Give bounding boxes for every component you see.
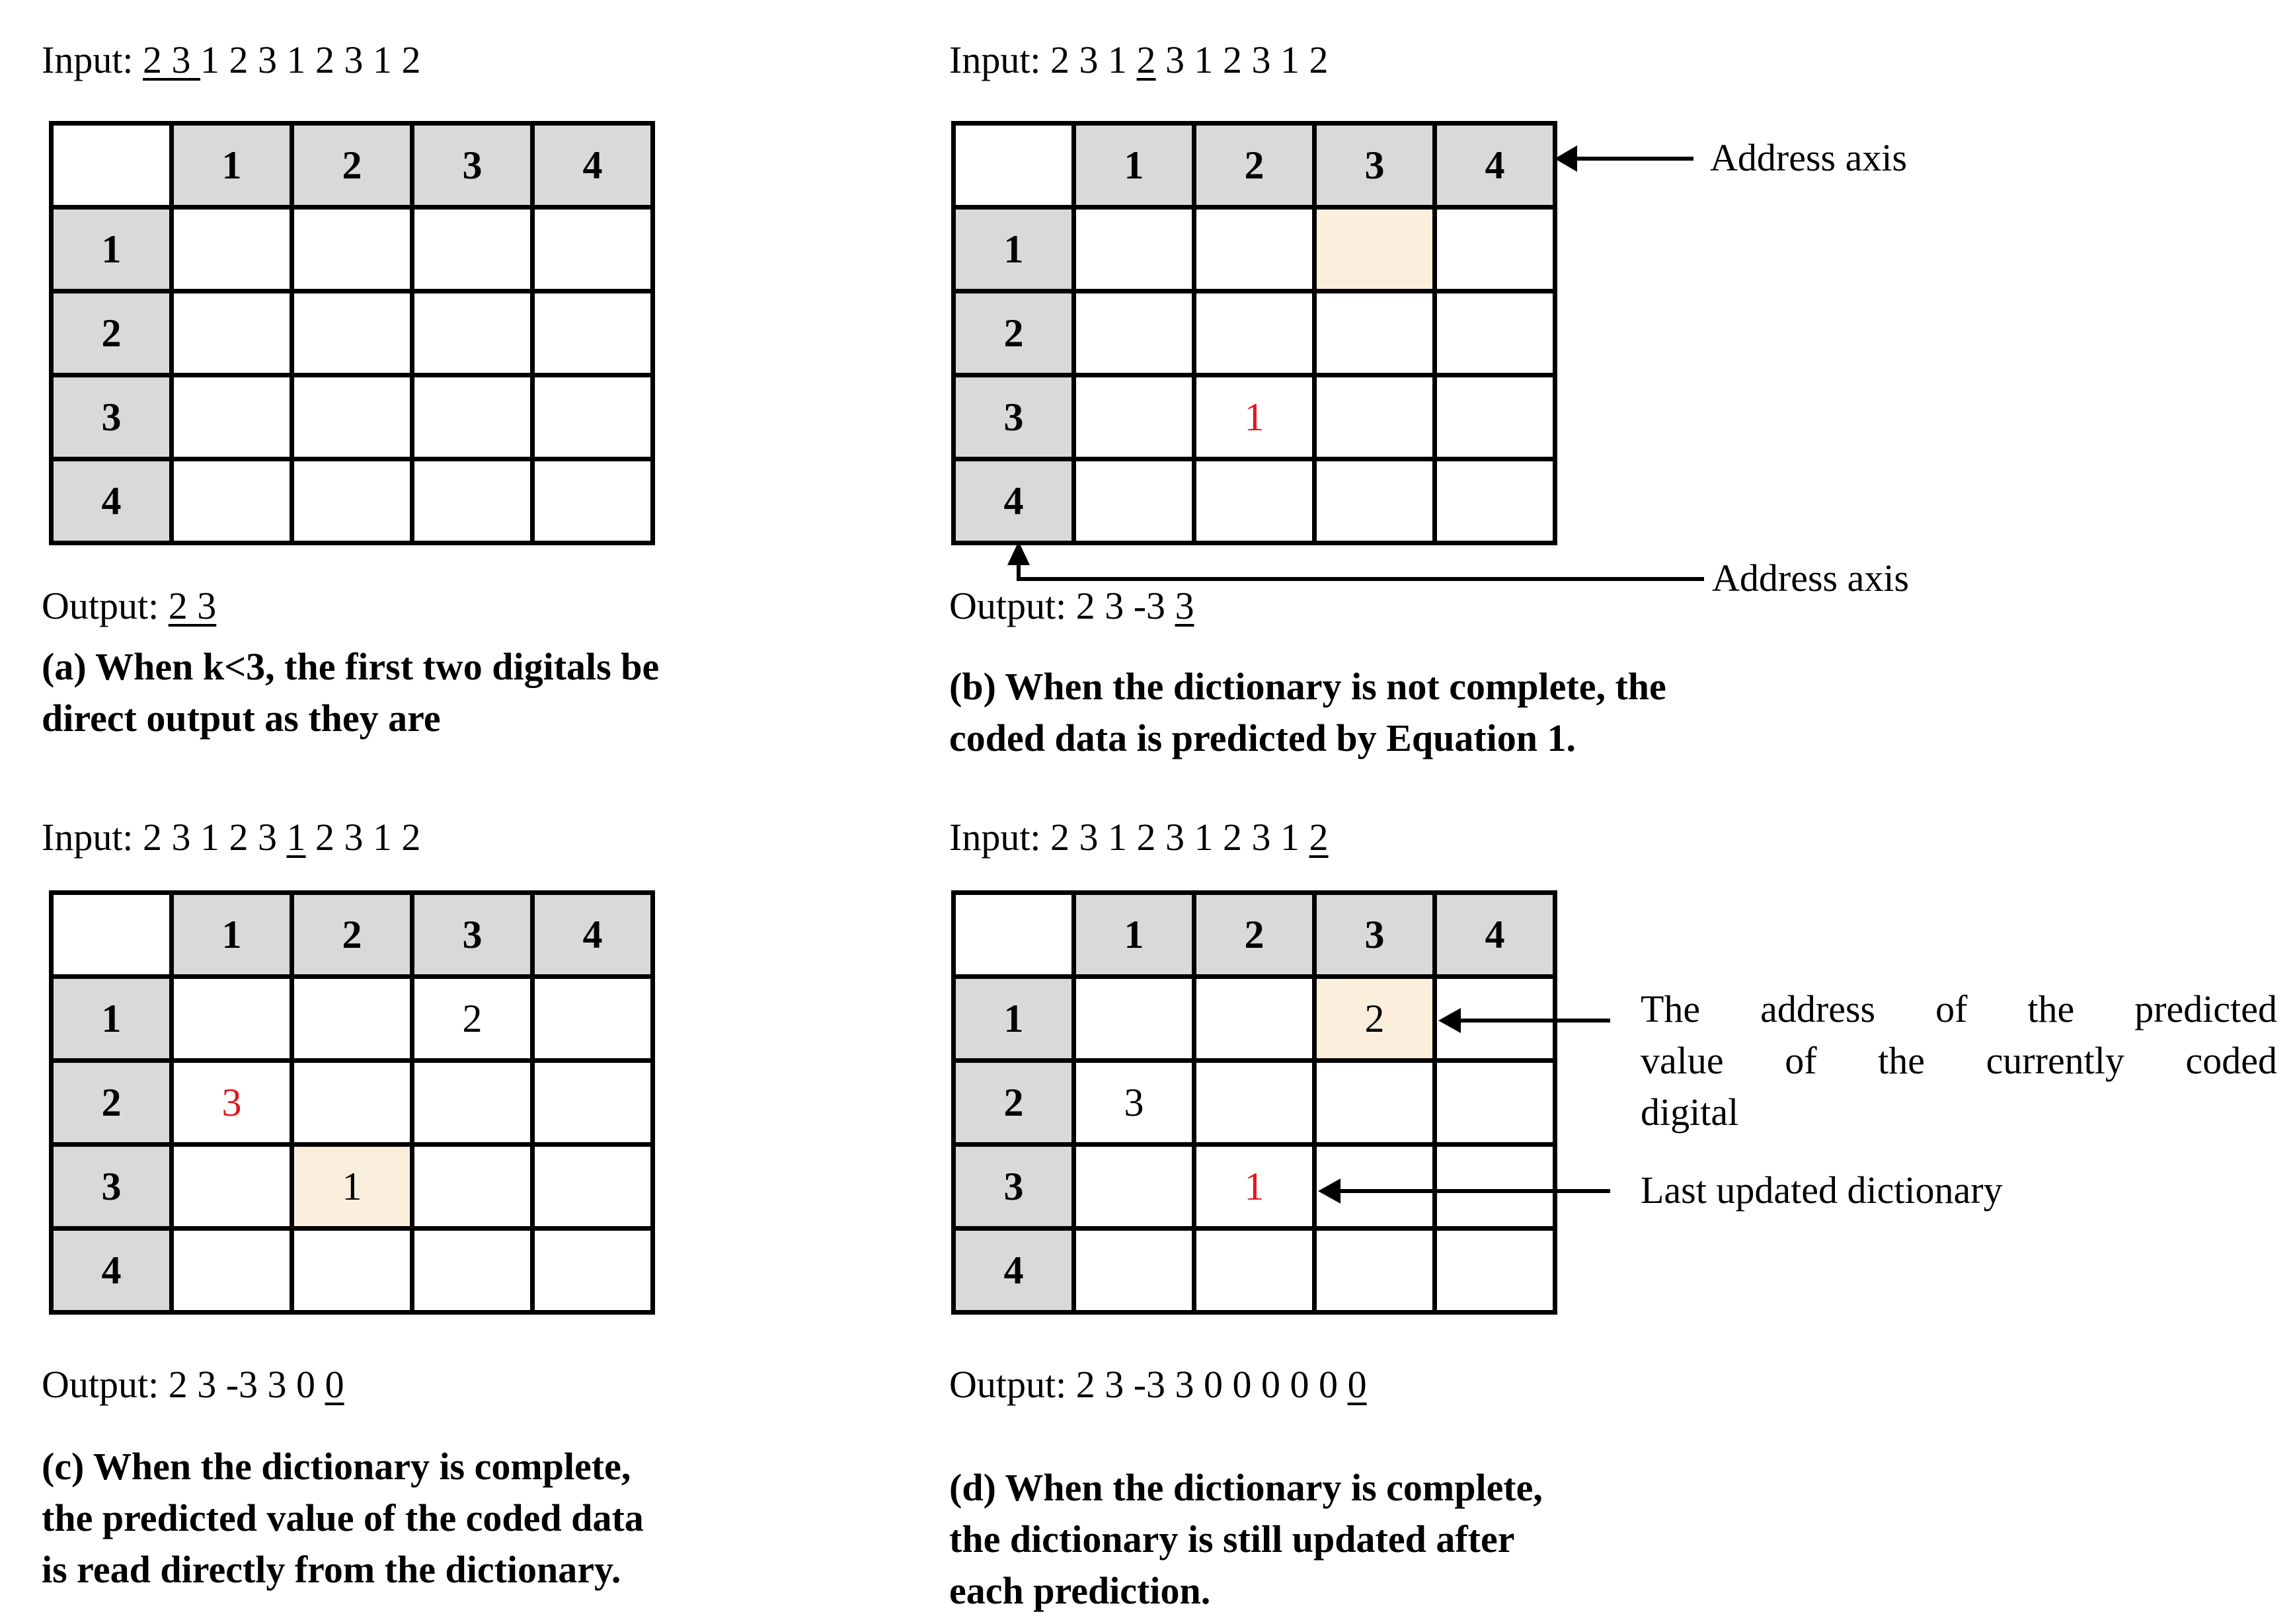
input-after-digits: 3 1 2 3 1 2 <box>1155 38 1329 81</box>
dict-cell <box>1074 375 1194 459</box>
dict-cell <box>412 1145 533 1229</box>
dict-cell <box>172 208 292 291</box>
output-digits: 2 3 -3 3 0 <box>168 1363 325 1406</box>
corner-cell <box>52 124 172 208</box>
predicted-address-annotation <box>1641 984 2277 1138</box>
row-header: 1 <box>52 208 172 291</box>
table-row <box>52 1145 653 1229</box>
caption-line: the dictionary is still updated after <box>949 1518 1515 1561</box>
last-updated-annotation: Last updated dictionary <box>1641 1169 2003 1212</box>
table-header-row <box>52 124 653 208</box>
arrow-left-icon <box>1555 142 1693 175</box>
dict-cell <box>412 1061 533 1145</box>
table-row <box>954 459 1555 543</box>
output-current-digit: 0 <box>325 1363 344 1406</box>
caption-line: each prediction. <box>949 1569 1211 1612</box>
row-header: 4 <box>52 1229 172 1313</box>
annotation-line: value of the currently coded <box>1641 1039 2277 1082</box>
row-header: 1 <box>954 977 1074 1061</box>
panel-d-caption <box>949 1462 1543 1617</box>
caption-line: (d) When the dictionary is complete, <box>949 1466 1543 1509</box>
dict-cell <box>1315 459 1435 543</box>
row-header: 2 <box>52 291 172 375</box>
col-header: 1 <box>172 124 292 208</box>
dict-cell <box>412 459 533 543</box>
dict-cell <box>533 1229 653 1313</box>
caption-line: (b) When the dictionary is not complete, the <box>949 665 1666 708</box>
dict-cell <box>1194 1061 1315 1145</box>
col-header: 4 <box>1435 893 1555 977</box>
address-axis-label-left: Address axis <box>1712 557 1910 599</box>
caption-line: the predicted value of the coded data <box>42 1496 644 1539</box>
annotation-line: digital <box>1641 1091 1739 1134</box>
annotation-line: The address of the predicted <box>1641 987 2277 1030</box>
dict-cell <box>1074 291 1194 375</box>
table-row <box>52 977 653 1061</box>
row-header: 4 <box>954 459 1074 543</box>
dict-cell <box>292 1229 412 1313</box>
corner-cell <box>52 893 172 977</box>
row-header: 4 <box>954 1229 1074 1313</box>
output-digits: 2 3 -3 <box>1075 584 1175 627</box>
dict-cell <box>533 1145 653 1229</box>
dict-cell <box>1074 977 1194 1061</box>
row-header: 2 <box>954 291 1074 375</box>
col-header: 2 <box>292 893 412 977</box>
dict-cell <box>1194 208 1315 291</box>
col-header: 2 <box>292 124 412 208</box>
updated-dict-cell: 3 <box>172 1061 292 1145</box>
input-current-digit: 2 <box>1136 38 1156 81</box>
input-after-digits: 2 3 1 2 <box>305 816 421 859</box>
col-header: 4 <box>533 124 653 208</box>
updated-dict-cell: 1 <box>1194 375 1315 459</box>
dict-cell: 2 <box>412 977 533 1061</box>
dict-cell: 3 <box>1074 1061 1194 1145</box>
dict-cell <box>1074 459 1194 543</box>
dict-cell <box>1435 375 1555 459</box>
dict-cell <box>1194 291 1315 375</box>
table-row <box>52 375 653 459</box>
dict-cell <box>1074 208 1194 291</box>
dict-cell <box>533 977 653 1061</box>
row-header: 3 <box>954 375 1074 459</box>
table-row <box>954 208 1555 291</box>
input-current-digit: 1 <box>286 816 306 859</box>
table-header-row <box>52 893 653 977</box>
row-header: 2 <box>52 1061 172 1145</box>
col-header: 4 <box>533 893 653 977</box>
input-before-digits: 2 3 1 2 3 1 2 3 1 <box>1050 816 1309 859</box>
panel-c-input <box>42 818 421 857</box>
dict-cell <box>292 208 412 291</box>
row-header: 3 <box>954 1145 1074 1229</box>
address-axis-label-top: Address axis <box>1710 136 1908 179</box>
dict-cell <box>1435 208 1555 291</box>
panel-a-input <box>42 38 421 81</box>
corner-cell <box>954 893 1074 977</box>
caption-line: (a) When k<3, the first two digitals be <box>42 645 660 688</box>
output-label: Output: <box>42 1363 159 1406</box>
col-header: 3 <box>1315 124 1435 208</box>
col-header: 2 <box>1194 893 1315 977</box>
panel-b-output <box>949 584 1194 627</box>
table-row <box>52 459 653 543</box>
input-before-digits: 2 3 1 2 3 <box>143 816 287 859</box>
col-header: 2 <box>1194 124 1315 208</box>
panel-d-input <box>949 818 1329 857</box>
dict-cell <box>412 375 533 459</box>
input-label: Input: <box>949 38 1041 81</box>
table-header-row <box>954 124 1555 208</box>
dict-cell <box>412 291 533 375</box>
dict-cell <box>292 977 412 1061</box>
col-header: 1 <box>1074 124 1194 208</box>
table-row <box>954 375 1555 459</box>
dict-cell <box>412 208 533 291</box>
dict-cell <box>292 375 412 459</box>
col-header: 3 <box>412 893 533 977</box>
panel-b-caption <box>949 661 1666 764</box>
input-label: Input: <box>42 38 134 81</box>
row-header: 4 <box>52 459 172 543</box>
arrow-left-icon <box>1318 1175 1610 1208</box>
input-before-digits: 2 3 1 <box>1050 38 1137 81</box>
caption-line: is read directly from the dictionary. <box>42 1548 621 1591</box>
col-header: 1 <box>172 893 292 977</box>
arrow-up-icon <box>1005 541 1705 581</box>
col-header: 1 <box>1074 893 1194 977</box>
dict-cell <box>172 459 292 543</box>
table-row <box>954 1229 1555 1313</box>
panel-d-output <box>949 1363 1367 1406</box>
corner-cell <box>954 124 1074 208</box>
dict-cell <box>1435 291 1555 375</box>
dict-cell <box>172 977 292 1061</box>
panel-b-input <box>949 38 1329 81</box>
predicted-address-cell: 1 <box>292 1145 412 1229</box>
dict-cell <box>1435 1061 1555 1145</box>
output-label: Output: <box>949 1363 1067 1406</box>
table-row <box>52 208 653 291</box>
panel-c-output <box>42 1363 344 1406</box>
predicted-address-cell <box>1315 208 1435 291</box>
dict-cell <box>292 459 412 543</box>
dict-cell <box>1315 291 1435 375</box>
dict-cell <box>533 375 653 459</box>
dict-cell <box>1194 977 1315 1061</box>
dict-cell <box>533 291 653 375</box>
panel-c-caption <box>42 1441 644 1596</box>
col-header: 3 <box>1315 893 1435 977</box>
row-header: 1 <box>52 977 172 1061</box>
dict-cell <box>292 291 412 375</box>
dict-cell <box>1194 459 1315 543</box>
output-current-digit: 3 <box>1175 584 1194 627</box>
panel-a-dictionary-table <box>49 121 655 545</box>
dict-cell <box>1435 459 1555 543</box>
panel-a-caption <box>42 641 659 744</box>
col-header: 3 <box>412 124 533 208</box>
table-row <box>52 291 653 375</box>
dict-cell <box>533 459 653 543</box>
dict-cell <box>1435 1229 1555 1313</box>
dict-cell <box>1194 1229 1315 1313</box>
col-header: 4 <box>1435 124 1555 208</box>
predicted-address-cell: 2 <box>1315 977 1435 1061</box>
dict-cell <box>1315 375 1435 459</box>
dict-cell <box>172 291 292 375</box>
dict-cell <box>292 1061 412 1145</box>
caption-line: direct output as they are <box>42 697 441 740</box>
dict-cell <box>1315 1229 1435 1313</box>
input-current-digit: 2 <box>1309 816 1329 859</box>
output-label: Output: <box>42 584 159 627</box>
dict-cell <box>1315 1061 1435 1145</box>
dict-cell <box>412 1229 533 1313</box>
dict-cell <box>1074 1229 1194 1313</box>
dict-cell <box>533 208 653 291</box>
row-header: 3 <box>52 1145 172 1229</box>
table-header-row <box>954 893 1555 977</box>
table-row <box>52 1061 653 1145</box>
panel-a-output <box>42 584 217 627</box>
dict-cell <box>172 1145 292 1229</box>
row-header: 3 <box>52 375 172 459</box>
dict-cell <box>172 1229 292 1313</box>
dict-cell <box>533 1061 653 1145</box>
arrow-left-icon <box>1438 1004 1610 1037</box>
output-current-digit: 0 <box>1347 1363 1367 1406</box>
panel-b-dictionary-table <box>951 121 1557 545</box>
caption-line: (c) When the dictionary is complete, <box>42 1445 631 1488</box>
row-header: 1 <box>954 208 1074 291</box>
output-digits: 2 3 -3 3 0 0 0 0 0 <box>1075 1363 1348 1406</box>
caption-line: coded data is predicted by Equation 1. <box>949 716 1576 759</box>
input-rest-digits: 1 2 3 1 2 3 1 2 <box>200 38 421 81</box>
dict-cell <box>1074 1145 1194 1229</box>
row-header: 2 <box>954 1061 1074 1145</box>
updated-dict-cell: 1 <box>1194 1145 1315 1229</box>
output-label: Output: <box>949 584 1067 627</box>
output-underlined-digits: 2 3 <box>168 584 217 627</box>
table-row <box>954 291 1555 375</box>
input-label: Input: <box>949 816 1041 859</box>
input-underlined-digits: 2 3 <box>143 38 201 81</box>
table-row <box>954 1061 1555 1145</box>
dict-cell <box>172 375 292 459</box>
panel-c-dictionary-table <box>49 890 655 1315</box>
panel-d-dictionary-table <box>951 890 1557 1315</box>
table-row <box>52 1229 653 1313</box>
input-label: Input: <box>42 816 134 859</box>
